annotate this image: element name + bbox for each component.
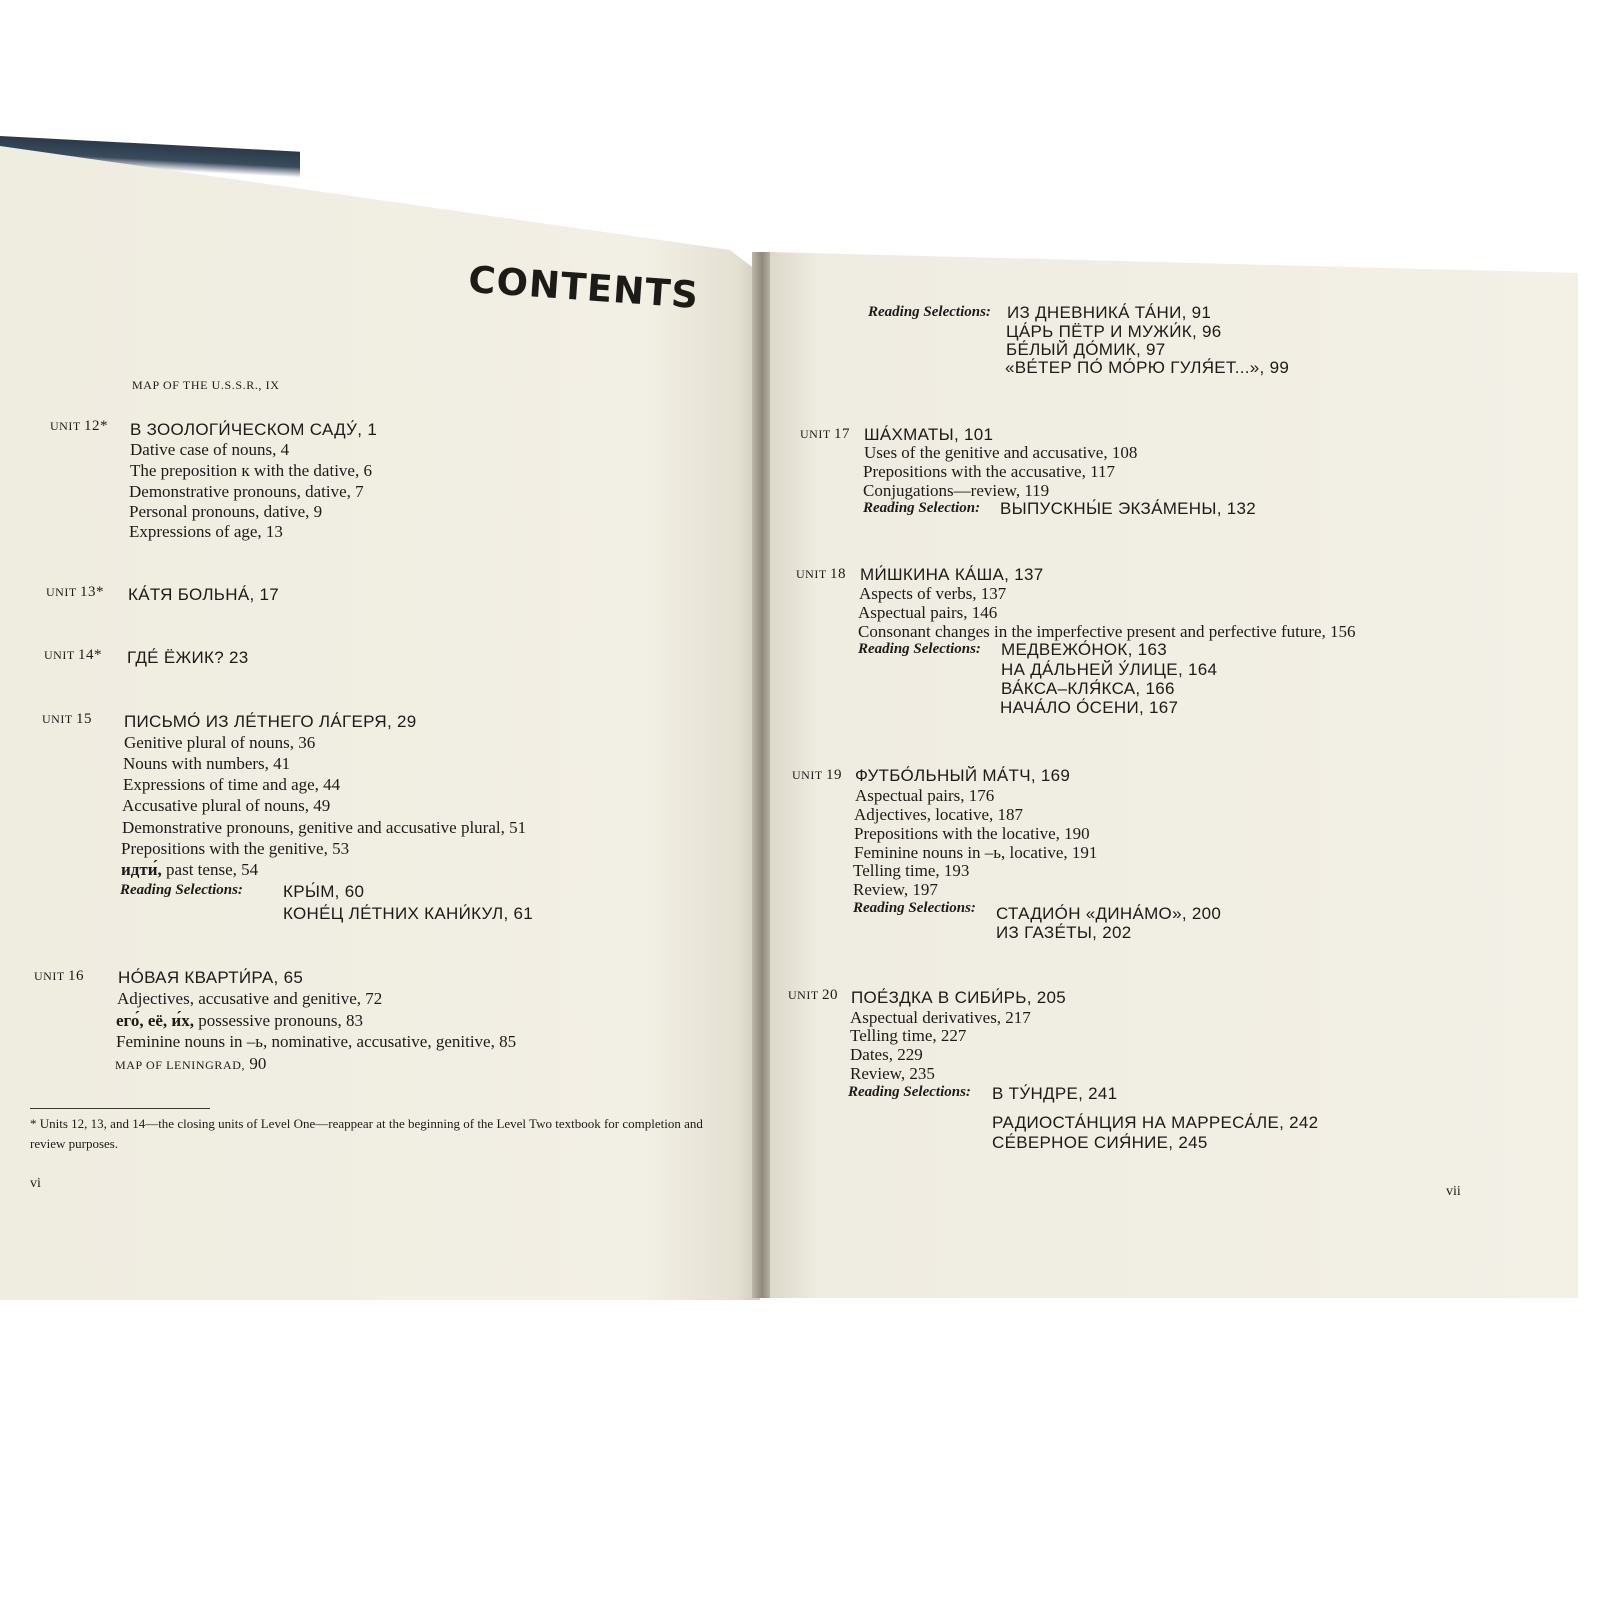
unit-word: UNIT [50, 419, 81, 433]
unit-12-item: Dative case of nouns, 4 [130, 440, 290, 459]
unit-number: 13* [79, 584, 104, 600]
unit-19-item: Prepositions with the locative, 190 [854, 824, 1090, 843]
unit-18-label [796, 566, 846, 583]
unit-word: UNIT [796, 567, 827, 581]
unit-20-item: Review, 235 [850, 1064, 935, 1083]
unit-18-reading: ВА́КСА–КЛЯ́КСА, 166 [1001, 679, 1175, 698]
unit-13-label [46, 584, 104, 601]
unit-20-reading: РАДИОСТА́НЦИЯ НА МАРРЕСА́ЛЕ, 242 [992, 1113, 1319, 1132]
unit-20-reading: СЕ́ВЕРНОЕ СИЯ́НИЕ, 245 [992, 1133, 1208, 1152]
unit-18-item: Aspectual pairs, 146 [858, 603, 998, 622]
unit-15-reading: КОНЕ́Ц ЛЕ́ТНИХ КАНИ́КУЛ, 61 [283, 904, 534, 923]
unit-17-item: Uses of the genitive and accusative, 108 [864, 443, 1138, 462]
unit-15-item: Nouns with numbers, 41 [123, 754, 291, 773]
unit-12-item: Personal pronouns, dative, 9 [129, 502, 323, 521]
unit-15-reading-label: Reading Selections: [120, 882, 243, 898]
unit-16-item [116, 1011, 363, 1031]
unit-word: UNIT [34, 969, 65, 983]
unit-19-item: Review, 197 [853, 880, 938, 899]
unit-number: 16 [67, 968, 84, 984]
page-title: CONTENTS [467, 258, 701, 318]
footnote: * Units 12, 13, and 14—the closing units of Level One—reappear at the beginning of the Level Two textbook for completion and review purposes. [30, 1116, 703, 1151]
verb-idti: идти́, [121, 860, 162, 879]
unit-15-item [121, 860, 258, 880]
unit-17-reading-label: Reading Selection: [863, 500, 981, 516]
unit-13-heading: КА́ТЯ БОЛЬНА́, 17 [128, 585, 280, 604]
unit-word: UNIT [42, 712, 73, 726]
unit-number: 17 [833, 426, 850, 442]
unit-12-item: The preposition к with the dative, 6 [130, 461, 372, 480]
unit-19-reading: ИЗ ГАЗЕ́ТЫ, 202 [996, 923, 1132, 942]
unit-17-item: Prepositions with the accusative, 117 [863, 462, 1115, 481]
unit-number: 12* [83, 418, 108, 434]
unit-16-reading: БЕ́ЛЫЙ ДО́МИК, 97 [1006, 340, 1166, 359]
unit-number: 14* [77, 647, 102, 663]
unit-word: UNIT [44, 648, 75, 662]
unit-19-item: Feminine nouns in –ь, locative, 191 [854, 843, 1098, 862]
unit-18-reading: НА ДА́ЛЬНЕЙ У́ЛИЦЕ, 164 [1001, 660, 1218, 679]
unit-16-item: Adjectives, accusative and genitive, 72 [117, 989, 383, 1008]
unit-18-reading-label: Reading Selections: [858, 641, 981, 657]
unit-12-item: Expressions of age, 13 [129, 522, 283, 541]
unit-17-reading: ВЫПУСКНЫ́Е ЭКЗА́МЕНЫ, 132 [1000, 499, 1257, 518]
folio-left: vi [30, 1176, 41, 1191]
unit-18-reading: НАЧА́ЛО О́СЕНИ, 167 [1000, 698, 1179, 717]
unit-number: 15 [75, 711, 92, 727]
unit-17-heading: ША́ХМАТЫ, 101 [864, 425, 994, 444]
unit-14-heading: ГДЕ́ ЁЖИК? 23 [127, 648, 249, 667]
unit-19-item: Aspectual pairs, 176 [855, 786, 995, 805]
unit-16-heading: НО́ВАЯ КВАРТИ́РА, 65 [118, 968, 304, 987]
unit-15-item: Expressions of time and age, 44 [123, 775, 341, 794]
unit-17-item: Conjugations—review, 119 [863, 481, 1050, 500]
unit-19-item: Telling time, 193 [853, 861, 970, 880]
unit-word: UNIT [788, 988, 819, 1002]
unit-16-reading: ЦА́РЬ ПЁТР И МУЖИ́К, 96 [1006, 322, 1222, 341]
unit-16-reading-label: Reading Selections: [868, 304, 991, 320]
map-leningrad-page: 90 [249, 1054, 267, 1073]
unit-12-heading: В ЗООЛОГИ́ЧЕСКОМ САДУ́, 1 [130, 420, 378, 439]
unit-20-reading: В ТУ́НДРЕ, 241 [992, 1084, 1118, 1103]
unit-19-reading: СТАДИО́Н «ДИНА́МО», 200 [996, 904, 1222, 923]
possessive-words: его́, её, и́х, [116, 1011, 194, 1030]
unit-16-label [34, 968, 84, 985]
folio-right: vii [1446, 1184, 1461, 1199]
unit-19-label [792, 767, 842, 784]
verb-idti-desc: past tense, 54 [166, 860, 259, 879]
map-ussr-entry: MAP OF THE U.S.S.R., IX [132, 378, 280, 392]
unit-16-item: Feminine nouns in –ь, nominative, accusative, genitive, 85 [116, 1032, 517, 1051]
footnote-rule [30, 1108, 210, 1109]
unit-word: UNIT [800, 427, 831, 441]
unit-19-reading-label: Reading Selections: [853, 900, 976, 916]
unit-15-label [42, 711, 92, 728]
unit-20-item: Telling time, 227 [850, 1026, 967, 1045]
unit-18-item: Consonant changes in the imperfective present and perfective future, 156 [858, 622, 1356, 641]
unit-word: UNIT [792, 768, 823, 782]
unit-15-reading: КРЫ́М, 60 [283, 882, 365, 901]
unit-20-item: Aspectual derivatives, 217 [850, 1008, 1031, 1027]
possessive-desc: possessive pronouns, 83 [198, 1011, 364, 1030]
map-leningrad-entry [115, 1054, 266, 1074]
unit-word: UNIT [46, 585, 77, 599]
unit-16-reading: «ВЕ́ТЕР ПО́ МО́РЮ ГУЛЯ́ЕТ...», 99 [1005, 358, 1290, 377]
unit-19-item: Adjectives, locative, 187 [854, 805, 1024, 824]
unit-12-item: Demonstrative pronouns, dative, 7 [129, 482, 364, 501]
unit-18-reading: МЕДВЕЖО́НОК, 163 [1001, 640, 1167, 659]
unit-19-heading: ФУТБО́ЛЬНЫЙ МА́ТЧ, 169 [855, 766, 1071, 785]
unit-16-reading: ИЗ ДНЕВНИКА́ ТА́НИ, 91 [1007, 303, 1212, 322]
unit-15-heading: ПИСЬМО́ ИЗ ЛЕ́ТНЕГО ЛА́ГЕРЯ, 29 [124, 712, 417, 731]
unit-15-item: Prepositions with the genitive, 53 [121, 839, 350, 858]
unit-15-item: Demonstrative pronouns, genitive and accusative plural, 51 [122, 818, 527, 837]
unit-number: 18 [829, 566, 846, 582]
unit-18-heading: МИ́ШКИНА КА́ША, 137 [860, 565, 1044, 584]
unit-20-label [788, 987, 838, 1004]
unit-number: 19 [825, 767, 842, 783]
unit-18-item: Aspects of verbs, 137 [859, 584, 1007, 603]
unit-15-item: Genitive plural of nouns, 36 [124, 733, 316, 752]
unit-20-heading: ПОЕ́ЗДКА В СИБИ́РЬ, 205 [851, 988, 1067, 1007]
unit-15-item: Accusative plural of nouns, 49 [122, 796, 331, 815]
map-leningrad-label: MAP OF LENINGRAD, [115, 1058, 246, 1072]
unit-20-reading-label: Reading Selections: [848, 1084, 971, 1100]
unit-17-label [800, 426, 850, 443]
unit-14-label [44, 647, 102, 664]
unit-number: 20 [821, 987, 838, 1003]
unit-12-label [50, 418, 108, 435]
unit-20-item: Dates, 229 [850, 1045, 923, 1064]
